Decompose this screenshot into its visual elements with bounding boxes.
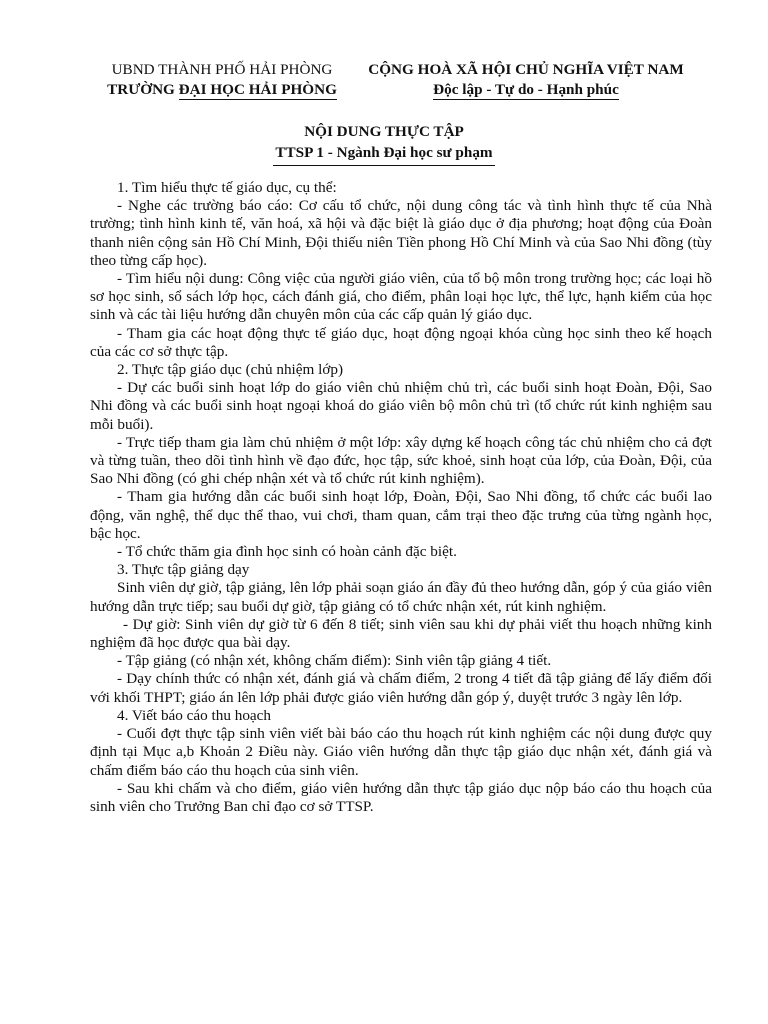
issuer-school-name: ĐẠI HỌC HẢI PHÒNG (178, 81, 337, 98)
paragraph: - Dự giờ: Sinh viên dự giờ từ 6 đến 8 tiết; sinh viên sau khi dự phải viết thu hoạch những kinh nghiệm đã học được qua bài dạy. (90, 615, 712, 652)
section-heading-3: 3. Thực tập giảng dạy (117, 561, 250, 579)
paragraph: - Tham gia hướng dẫn các buổi sinh hoạt lớp, Đoàn, Đội, Sao Nhi đồng, tổ chức các buổi lao động, văn nghệ, thể dục thể thao, vui chơi, tham quan, cắm trại theo đặc trưng của từng ngành học, bậc học. (90, 488, 712, 542)
national-motto-block (352, 60, 700, 100)
issuer-authority: UBND THÀNH PHỐ HẢI PHÒNG (111, 61, 333, 78)
title-line-2-wrap (0, 142, 768, 166)
paragraph: - Cuối đợt thực tập sinh viên viết bài báo cáo thu hoạch rút kinh nghiệm các nội dung được quy định tại Mục a,b Khoản 2 Điều này. Giáo viên hướng dẫn thực tập giáo dục nhận xét, đánh giá và chấm điểm báo cáo thu hoạch của sinh viên. (90, 725, 712, 779)
paragraph: - Trực tiếp tham gia làm chủ nhiệm ở một lớp: xây dựng kế hoạch công tác chủ nhiệm cho cả đợt và từng tuần, theo dõi tình hình về đạo đức, học tập, sức khoẻ, sinh hoạt của lớp, của Đoàn, Đội, của Sao Nhi đồng (có ghi chép nhận xét và tổ chức rút kinh nghiệm). (90, 433, 712, 488)
paragraph: - Dạy chính thức có nhận xét, đánh giá và chấm điểm, 2 trong 4 tiết đã tập giảng để lấy điểm đối với khối THPT; giáo án lên lớp phải được giáo viên hướng dẫn góp ý, duyệt trước 3 ngày lên lớp. (90, 670, 712, 706)
document-title (0, 121, 768, 166)
section-heading-2: 2. Thực tập giáo dục (chủ nhiệm lớp) (117, 361, 344, 379)
issuer-school-prefix: TRƯỜNG (107, 81, 179, 98)
paragraph: - Dự các buổi sinh hoạt lớp do giáo viên chủ nhiệm chủ trì, các buổi sinh hoạt Đoàn, Đội, Sao Nhi đồng và các buổi sinh hoạt ngoại khoá do giáo viên bộ môn chủ trì (tổ chức rút kinh nghiệm sau mỗi buổi). (90, 379, 712, 433)
title-line-2: TTSP 1 - Ngành Đại học sư phạm (273, 142, 494, 166)
paragraph: - Nghe các trường báo cáo: Cơ cấu tổ chức, nội dung công tác và tình hình thực tế của Nhà trường; tình hình kinh tế, văn hoá, xã hội và đặc biệt là giáo dục ở địa phương; hoạt động của Đoàn thanh niên cộng sản Hồ Chí Minh, Đội thiếu niên Tiền phong Hồ Chí Minh và của Sao Nhi đồng (tùy theo từng cấp học). (90, 197, 712, 269)
title-line-1: NỘI DUNG THỰC TẬP (304, 123, 464, 140)
issuer-block (96, 60, 348, 100)
paragraph: Sinh viên dự giờ, tập giảng, lên lớp phải soạn giáo án đầy đủ theo hướng dẫn, góp ý của giáo viên hướng dẫn trực tiếp; sau buổi dự giờ, tập giảng có tổ chức nhận xét, rút kinh nghiệm. (90, 579, 712, 615)
document-body (90, 179, 712, 816)
national-motto: Độc lập - Tự do - Hạnh phúc (433, 81, 619, 98)
paragraph: - Tập giảng (có nhận xét, không chấm điểm): Sinh viên tập giảng 4 tiết. (117, 652, 552, 670)
document-header (0, 60, 768, 102)
paragraph: - Tổ chức thăm gia đình học sinh có hoàn cảnh đặc biệt. (117, 543, 457, 561)
paragraph: - Sau khi chấm và cho điểm, giáo viên hướng dẫn thực tập giáo dục nộp báo cáo thu hoạch của sinh viên cho Trưởng Ban chỉ đạo cơ sở TTSP. (90, 779, 712, 815)
section-heading-1: 1. Tìm hiểu thực tế giáo dục, cụ thể: (117, 179, 337, 196)
issuer-school (96, 80, 348, 100)
national-motto-wrap (352, 80, 700, 100)
paragraph: - Tham gia các hoạt động thực tế giáo dục, hoạt động ngoại khóa cùng học sinh theo kế hoạch của các cơ sở thực tập. (90, 324, 712, 360)
national-title: CỘNG HOÀ XÃ HỘI CHỦ NGHĨA VIỆT NAM (368, 61, 684, 78)
section-heading-4: 4. Viết báo cáo thu hoạch (117, 706, 272, 724)
paragraph: - Tìm hiểu nội dung: Công việc của người giáo viên, của tổ bộ môn trong trường học; các loại hồ sơ học sinh, sổ sách lớp học, cách đánh giá, cho điểm, phân loại học lực, thể lực, hạnh kiểm của học sinh và các tài liệu hướng dẫn chuyên môn của các cấp quản lý giáo dục. (90, 270, 712, 324)
